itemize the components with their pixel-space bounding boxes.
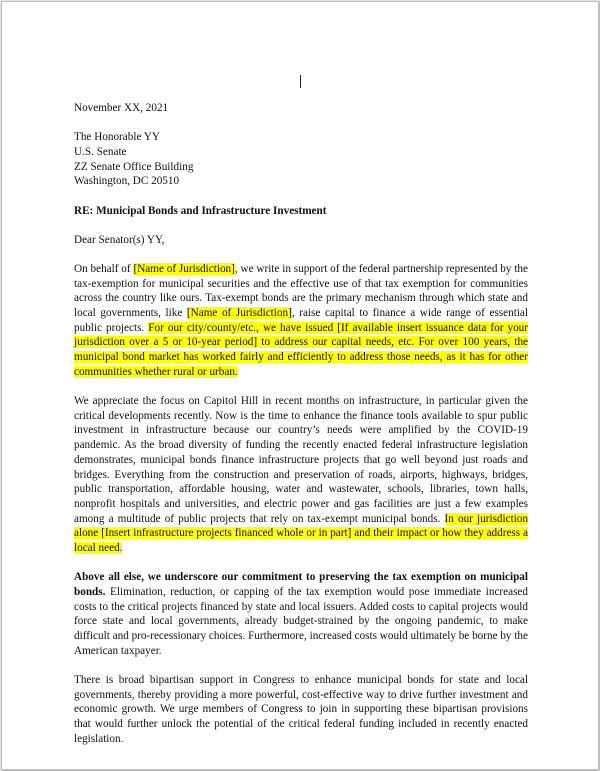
highlighted-placeholder: [Name of Jurisdiction] [133,262,235,275]
paragraph-1 [74,262,528,380]
paragraph-4: There is broad bipartisan support in Congress to enhance municipal bonds for state and local governments, thereby providing a more powerful, cost-effective way to drive further investment and economic growth. We urge members of Congress to join in supporting these bipartisan provisions that would further unlock the potential of the critical federal funding included in recently enacted legislation. [74,674,528,745]
address-line: The Honorable YY [74,131,160,144]
paragraph-3 [74,570,528,658]
letter-date: November XX, 2021 [74,102,169,114]
address-line: U.S. Senate [74,145,127,158]
address-line: Washington, DC 20510 [74,175,180,188]
text-run: On behalf of [74,262,134,275]
address-line: ZZ Senate Office Building [74,160,194,173]
paragraph-2 [74,394,528,556]
text-cursor [300,75,301,88]
highlighted-placeholder: In our jurisdiction alone [Insert infrastructure projects financed whole or in part] and their impact or how they address a local need. [74,512,528,555]
text-run: Elimination, reduction, or capping of the tax exemption would pose immediate increased costs to the critical projects financed by state and local issuers. Added costs to capital projects would force state and local governments, already budget-strained by the ongoing pandemic, to make difficult and pro-recessionary choices. Furthermore, increased costs would ultimately be borne by the American taxpayer. [74,585,528,657]
text-run: We appreciate the focus on Capitol Hill in recent months on infrastructure, in particular given the critical developments recently. Now is the time to enhance the finance tools available to spur public investment in infrastructure because our country’s needs were amplified by the COVID-19 pandemic. As the broad diversity of funding the recently enacted federal infrastructure legislation demonstrates, municipal bonds finance infrastructure projects that go well beyond just roads and bridges. Everything from the construction and preservation of roads, airports, highways, bridges, public transportation, affordable housing, water and wastewater, schools, libraries, town halls, nonprofit hospitals and universities, and electric power and gas facilities are just a few examples among a multitude of public projects that rely on tax-exempt municipal bonds. [74,395,528,525]
bold-statement: Above all else, we underscore our commitment to preserving the tax exemption on municipal bonds. [74,571,528,598]
text-run: , raise capital to finance a wide range of essential public projects. [74,307,529,334]
highlighted-placeholder: For our city/county/etc., we have issued [If available insert issuance data for your jurisdiction over a 5 or 10-year period] to address our capital needs, etc. For over 100 years, the municipal bond market has worked fairly and efficiently to address those needs, as it has for other communities whether rural or urban. [74,321,528,378]
document-page [1,1,599,770]
text-run: , we write in support of the federal partnership represented by the tax-exemption for municipal securities and the effective use of that tax exemption for communities across the country like ours. Tax-exempt bonds are the primary mechanism through which state and local governments, like [74,262,528,320]
salutation: Dear Senator(s) YY, [74,233,165,246]
highlighted-placeholder: [Name of Jurisdiction] [186,307,292,320]
letter-body[interactable] [74,101,528,761]
subject-line: RE: Municipal Bonds and Infrastructure Investment [74,204,327,217]
recipient-address [74,130,528,189]
